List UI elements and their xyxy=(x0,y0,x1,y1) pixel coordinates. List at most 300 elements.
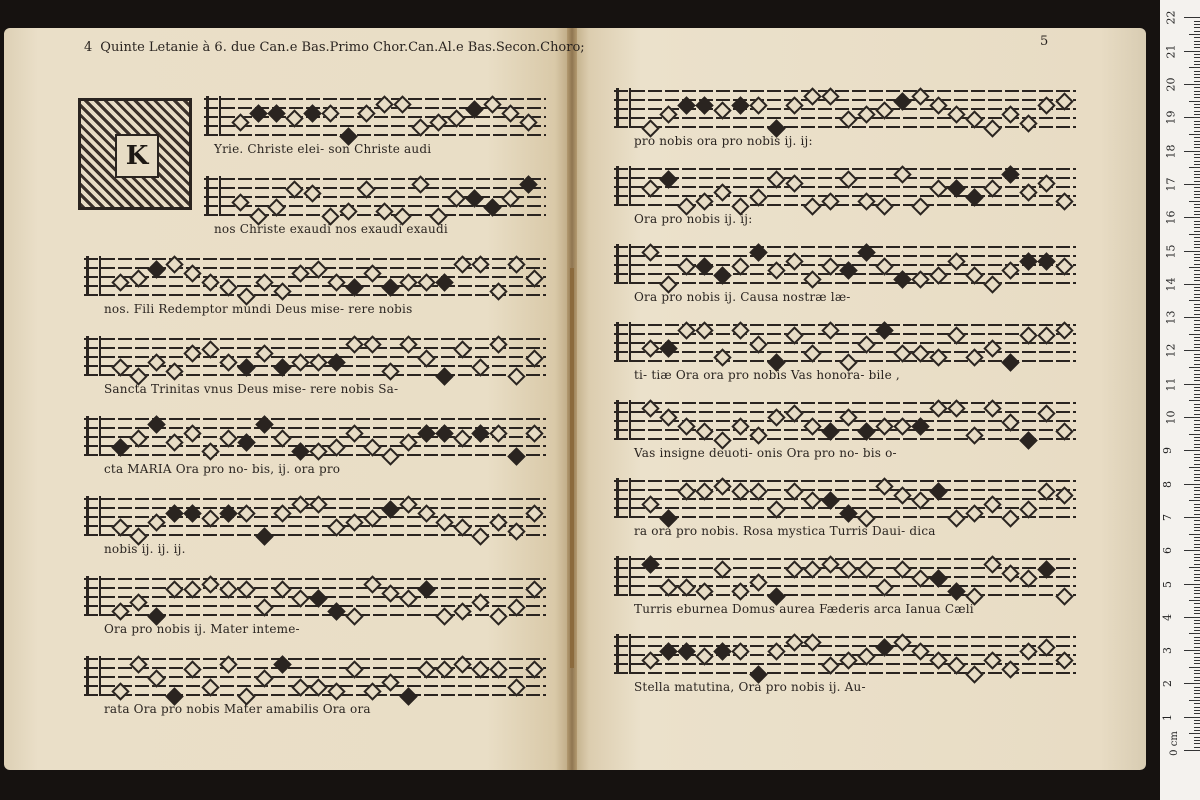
ruler-tick xyxy=(1194,554,1200,555)
note-icon xyxy=(471,527,489,545)
ruler-tick xyxy=(1194,360,1200,361)
ruler-tick xyxy=(1194,74,1200,75)
music-system xyxy=(84,256,546,318)
ruler-tick xyxy=(1194,680,1200,681)
music-staff xyxy=(614,244,1076,284)
ruler-tick xyxy=(1194,314,1200,315)
ruler-tick xyxy=(1189,567,1200,568)
ruler-tick xyxy=(1194,141,1200,142)
music-staff xyxy=(614,88,1076,128)
note-icon xyxy=(345,607,363,625)
ruler-tick xyxy=(1194,97,1200,98)
ruler-label: 1 xyxy=(1161,713,1174,721)
ruler-unit: 0 cm xyxy=(1168,731,1180,756)
ruler-tick xyxy=(1194,560,1200,561)
ruler-tick xyxy=(1194,61,1200,62)
ruler-label: 15 xyxy=(1164,244,1178,258)
ruler-tick xyxy=(1194,520,1200,521)
lyric-line: nos Christe exaudi nos exaudi exaudi xyxy=(214,222,448,236)
ruler-tick xyxy=(1189,201,1200,202)
lyric-line: cta MARIA Ora pro no- bis, ij. ora pro xyxy=(104,462,341,476)
ruler-tick xyxy=(1194,407,1200,408)
note-icon xyxy=(911,197,929,215)
ruler-tick xyxy=(1194,687,1200,688)
music-staff xyxy=(84,416,546,456)
ruler-tick xyxy=(1184,384,1200,385)
ruler-tick xyxy=(1194,454,1200,455)
ruler-tick xyxy=(1184,17,1200,18)
ruler-tick xyxy=(1194,187,1200,188)
ruler-tick xyxy=(1184,51,1200,52)
music-system xyxy=(84,416,546,478)
ruler-tick xyxy=(1194,280,1200,281)
ruler-tick xyxy=(1194,370,1200,371)
ruler-tick xyxy=(1194,657,1200,658)
ruler-tick xyxy=(1194,490,1200,491)
ruler-tick xyxy=(1189,334,1200,335)
note-icon xyxy=(983,275,1001,293)
ruler-tick xyxy=(1194,424,1200,425)
ruler-label: 11 xyxy=(1164,377,1178,392)
ruler-tick xyxy=(1194,514,1200,515)
ruler-tick xyxy=(1194,737,1200,738)
ruler-tick xyxy=(1194,131,1200,132)
ruler-tick xyxy=(1184,450,1200,451)
left-header-text: Quinte Letanie à 6. due Can.e Bas.Primo Chor.Can.Al.e Bas.Secon.Choro; xyxy=(100,40,585,55)
clef-icon xyxy=(616,244,631,284)
music-system xyxy=(614,166,1076,228)
ruler-tick xyxy=(1194,444,1200,445)
music-system xyxy=(614,322,1076,384)
ruler-tick xyxy=(1194,690,1200,691)
ruler-tick xyxy=(1194,241,1200,242)
music-system xyxy=(614,244,1076,306)
lyric-line: rata Ora pro nobis Mater amabilis Ora ora xyxy=(104,702,371,716)
ruler-label: 22 xyxy=(1164,10,1178,25)
ruler-tick xyxy=(1189,700,1200,701)
ruler-tick xyxy=(1194,464,1200,465)
ruler-label: 7 xyxy=(1161,513,1174,521)
clef-icon xyxy=(616,478,631,518)
ruler-tick xyxy=(1194,107,1200,108)
ruler-tick xyxy=(1194,54,1200,55)
ruler-tick xyxy=(1194,627,1200,628)
ruler-tick xyxy=(1194,161,1200,162)
ruler-label: 17 xyxy=(1164,177,1178,192)
ruler-tick xyxy=(1194,640,1200,641)
ruler-label: 21 xyxy=(1164,44,1178,59)
ruler-tick xyxy=(1194,480,1200,481)
music-staff xyxy=(614,400,1076,440)
clef-icon xyxy=(616,88,631,128)
ruler-tick xyxy=(1194,420,1200,421)
ruler-tick xyxy=(1194,603,1200,604)
ruler-tick xyxy=(1194,414,1200,415)
ruler-tick xyxy=(1194,494,1200,495)
ruler-tick xyxy=(1194,357,1200,358)
ruler-label: 19 xyxy=(1164,110,1178,125)
music-system xyxy=(614,634,1076,696)
ruler-tick xyxy=(1194,41,1200,42)
ruler-tick xyxy=(1194,154,1200,155)
note-icon xyxy=(435,367,453,385)
ruler-tick xyxy=(1194,697,1200,698)
ruler-tick xyxy=(1194,254,1200,255)
ruler-tick xyxy=(1194,31,1200,32)
ruler-tick xyxy=(1194,287,1200,288)
ruler-tick xyxy=(1194,94,1200,95)
ruler-tick xyxy=(1194,590,1200,591)
note-icon xyxy=(875,197,893,215)
ruler-tick xyxy=(1194,587,1200,588)
ruler-tick xyxy=(1194,227,1200,228)
ruler-tick xyxy=(1194,530,1200,531)
ruler-tick xyxy=(1184,251,1200,252)
note-icon xyxy=(399,687,417,705)
ruler-tick xyxy=(1194,274,1200,275)
ruler-tick xyxy=(1194,191,1200,192)
ruler-tick xyxy=(1194,344,1200,345)
clef-icon xyxy=(86,576,101,616)
ruler-tick xyxy=(1194,157,1200,158)
ruler-tick xyxy=(1194,27,1200,28)
clef-icon xyxy=(86,656,101,696)
clef-icon xyxy=(616,634,631,674)
clef-icon xyxy=(86,416,101,456)
ruler-tick xyxy=(1184,484,1200,485)
ruler-tick xyxy=(1194,397,1200,398)
note-icon xyxy=(965,665,983,683)
ruler-tick xyxy=(1194,663,1200,664)
ruler-tick xyxy=(1184,550,1200,551)
ruler-tick xyxy=(1194,147,1200,148)
ruler-tick xyxy=(1194,440,1200,441)
note-icon xyxy=(489,607,507,625)
ruler-tick xyxy=(1194,310,1200,311)
music-system xyxy=(204,96,546,158)
lyric-line: Turris eburnea Domus aurea Fæderis arca Ianua Cæli xyxy=(634,602,974,616)
ruler-tick xyxy=(1194,630,1200,631)
music-staff xyxy=(84,576,546,616)
decorated-initial xyxy=(78,98,192,210)
ruler-tick xyxy=(1194,474,1200,475)
ruler-tick xyxy=(1194,44,1200,45)
ruler-tick xyxy=(1194,580,1200,581)
ruler-tick xyxy=(1189,34,1200,35)
ruler-tick xyxy=(1194,610,1200,611)
ruler-tick xyxy=(1194,743,1200,744)
ruler-tick xyxy=(1194,237,1200,238)
ruler-tick xyxy=(1194,37,1200,38)
ruler-tick xyxy=(1194,104,1200,105)
ruler-tick xyxy=(1189,467,1200,468)
ruler-tick xyxy=(1194,307,1200,308)
note-icon xyxy=(1019,431,1037,449)
note-icon xyxy=(381,447,399,465)
music-staff xyxy=(204,96,546,136)
ruler-label: 12 xyxy=(1164,343,1178,358)
ruler-tick xyxy=(1194,174,1200,175)
ruler-tick xyxy=(1194,673,1200,674)
lyric-line: ti- tiæ Ora ora pro nobis Vas honora- bile , xyxy=(634,368,900,382)
ruler-tick xyxy=(1194,470,1200,471)
ruler-tick xyxy=(1194,593,1200,594)
ruler-tick xyxy=(1194,164,1200,165)
ruler-tick xyxy=(1194,457,1200,458)
ruler-tick xyxy=(1194,224,1200,225)
ruler-tick xyxy=(1194,377,1200,378)
music-staff xyxy=(84,256,546,296)
lyric-line: Ora pro nobis ij. ij: xyxy=(634,212,753,226)
music-staff xyxy=(84,496,546,536)
ruler-tick xyxy=(1184,350,1200,351)
ruler-tick xyxy=(1194,121,1200,122)
music-system xyxy=(204,176,546,238)
right-page-number: 5 xyxy=(1040,34,1049,49)
ruler-tick xyxy=(1194,557,1200,558)
ruler-tick xyxy=(1194,597,1200,598)
ruler-label: 5 xyxy=(1161,580,1174,588)
ruler-tick xyxy=(1194,637,1200,638)
ruler-tick xyxy=(1194,607,1200,608)
ruler-tick xyxy=(1194,447,1200,448)
ruler-tick xyxy=(1184,584,1200,585)
ruler-tick xyxy=(1189,367,1200,368)
ruler-tick xyxy=(1194,207,1200,208)
ruler-tick xyxy=(1194,740,1200,741)
music-system xyxy=(614,478,1076,540)
clef-icon xyxy=(616,400,631,440)
ruler-tick xyxy=(1194,24,1200,25)
ruler-label: 14 xyxy=(1164,277,1178,292)
ruler-tick xyxy=(1184,317,1200,318)
ruler-tick xyxy=(1194,507,1200,508)
ruler-tick xyxy=(1184,84,1200,85)
ruler-tick xyxy=(1194,247,1200,248)
music-staff xyxy=(614,634,1076,674)
ruler-tick xyxy=(1194,137,1200,138)
ruler-tick xyxy=(1184,184,1200,185)
ruler-tick xyxy=(1194,197,1200,198)
ruler-tick xyxy=(1189,400,1200,401)
music-staff xyxy=(614,166,1076,206)
ruler-tick xyxy=(1194,257,1200,258)
music-system xyxy=(614,556,1076,618)
ruler-tick xyxy=(1194,387,1200,388)
ruler-tick xyxy=(1194,647,1200,648)
note-icon xyxy=(435,607,453,625)
ruler-tick xyxy=(1194,547,1200,548)
ruler-tick xyxy=(1194,204,1200,205)
ruler-tick xyxy=(1194,114,1200,115)
ruler-tick xyxy=(1194,487,1200,488)
ruler-tick xyxy=(1189,733,1200,734)
lyric-line: Stella matutina, Ora pro nobis ij. Au- xyxy=(634,680,866,694)
music-system xyxy=(84,656,546,718)
ruler-tick xyxy=(1194,364,1200,365)
ruler-tick xyxy=(1194,570,1200,571)
ruler-tick xyxy=(1194,231,1200,232)
music-system xyxy=(84,496,546,558)
ruler-tick xyxy=(1194,693,1200,694)
ruler-tick xyxy=(1194,337,1200,338)
note-icon xyxy=(1001,353,1019,371)
ruler-tick xyxy=(1194,87,1200,88)
ruler-tick xyxy=(1189,667,1200,668)
ruler-tick xyxy=(1194,394,1200,395)
ruler-tick xyxy=(1194,643,1200,644)
ruler-tick xyxy=(1194,380,1200,381)
clef-icon xyxy=(616,322,631,362)
ruler-tick xyxy=(1194,290,1200,291)
music-system xyxy=(614,88,1076,150)
note-icon xyxy=(507,447,525,465)
ruler-tick xyxy=(1194,57,1200,58)
ruler-tick xyxy=(1194,64,1200,65)
ruler-tick xyxy=(1194,653,1200,654)
ruler-tick xyxy=(1194,497,1200,498)
ruler-tick xyxy=(1194,723,1200,724)
ruler-tick xyxy=(1194,194,1200,195)
ruler-tick xyxy=(1194,390,1200,391)
ruler-tick xyxy=(1184,151,1200,152)
ruler-tick xyxy=(1194,340,1200,341)
clef-icon xyxy=(616,556,631,596)
lyric-line: nobis ij. ij. ij. xyxy=(104,542,186,556)
ruler-tick xyxy=(1194,713,1200,714)
ruler-tick xyxy=(1184,217,1200,218)
ruler-tick xyxy=(1194,437,1200,438)
ruler-tick xyxy=(1184,683,1200,684)
ruler-tick xyxy=(1194,320,1200,321)
lyric-line: nos. Fili Redemptor mundi Deus mise- rere nobis xyxy=(104,302,413,316)
measurement-ruler xyxy=(1160,0,1200,800)
ruler-tick xyxy=(1194,324,1200,325)
ruler-tick xyxy=(1194,660,1200,661)
ruler-tick xyxy=(1194,354,1200,355)
note-icon xyxy=(1055,587,1073,605)
ruler-tick xyxy=(1194,727,1200,728)
ruler-tick xyxy=(1189,67,1200,68)
ruler-tick xyxy=(1194,677,1200,678)
ruler-label: 4 xyxy=(1161,613,1174,621)
ruler-label: 16 xyxy=(1164,210,1178,225)
ruler-tick xyxy=(1194,710,1200,711)
binding-thread xyxy=(570,268,574,668)
ruler-label: 2 xyxy=(1161,680,1174,688)
lyric-line: ra ora pro nobis. Rosa mystica Turris Daui- dica xyxy=(634,524,936,538)
ruler-tick xyxy=(1194,510,1200,511)
music-staff xyxy=(614,322,1076,362)
music-system xyxy=(84,336,546,398)
ruler-label: 6 xyxy=(1161,547,1174,555)
ruler-label: 10 xyxy=(1164,410,1178,425)
clef-icon xyxy=(86,496,101,536)
ruler-tick xyxy=(1194,21,1200,22)
ruler-tick xyxy=(1194,477,1200,478)
note-icon xyxy=(507,367,525,385)
ruler-tick xyxy=(1189,434,1200,435)
ruler-tick xyxy=(1189,101,1200,102)
ruler-tick xyxy=(1194,670,1200,671)
initial-letter: K xyxy=(125,141,149,171)
ruler-tick xyxy=(1194,374,1200,375)
ruler-tick xyxy=(1184,717,1200,718)
ruler-label: 8 xyxy=(1161,480,1174,488)
music-system xyxy=(614,400,1076,462)
ruler-tick xyxy=(1194,347,1200,348)
ruler-tick xyxy=(1194,460,1200,461)
ruler-tick xyxy=(1194,623,1200,624)
lyric-line: Ora pro nobis ij. Causa nostræ læ- xyxy=(634,290,851,304)
ruler-tick xyxy=(1189,300,1200,301)
ruler-tick xyxy=(1194,124,1200,125)
ruler-tick xyxy=(1184,517,1200,518)
ruler-tick xyxy=(1194,277,1200,278)
note-icon xyxy=(983,119,1001,137)
ruler-tick xyxy=(1194,111,1200,112)
left-page-number: 4 xyxy=(84,40,93,55)
left-page-header xyxy=(84,40,585,55)
ruler-tick xyxy=(1194,211,1200,212)
music-system xyxy=(84,576,546,638)
ruler-tick xyxy=(1194,720,1200,721)
ruler-tick xyxy=(1194,81,1200,82)
ruler-tick xyxy=(1194,504,1200,505)
note-icon xyxy=(947,509,965,527)
clef-icon xyxy=(86,256,101,296)
lyric-line: Yrie. Christe elei- son Christe audi xyxy=(214,142,432,156)
ruler-label: 18 xyxy=(1164,144,1178,159)
ruler-tick xyxy=(1194,537,1200,538)
ruler-tick xyxy=(1194,430,1200,431)
ruler-tick xyxy=(1184,617,1200,618)
ruler-tick xyxy=(1194,703,1200,704)
clef-icon xyxy=(616,166,631,206)
ruler-tick xyxy=(1194,707,1200,708)
ruler-tick xyxy=(1184,117,1200,118)
lyric-line: pro nobis ora pro nobis ij. ij: xyxy=(634,134,813,148)
ruler-tick xyxy=(1189,534,1200,535)
ruler-tick xyxy=(1194,527,1200,528)
lyric-line: Vas insigne deuoti- onis Ora pro no- bis o- xyxy=(634,446,897,460)
note-icon xyxy=(255,527,273,545)
ruler-tick xyxy=(1194,47,1200,48)
ruler-tick xyxy=(1194,260,1200,261)
note-icon xyxy=(1001,509,1019,527)
ruler-tick xyxy=(1194,327,1200,328)
ruler-tick xyxy=(1184,750,1200,751)
ruler-tick xyxy=(1194,91,1200,92)
ruler-tick xyxy=(1189,167,1200,168)
ruler-tick xyxy=(1194,127,1200,128)
ruler-tick xyxy=(1194,613,1200,614)
ruler-tick xyxy=(1194,297,1200,298)
ruler-tick xyxy=(1194,540,1200,541)
ruler-tick xyxy=(1194,564,1200,565)
ruler-tick xyxy=(1194,427,1200,428)
ruler-label: 9 xyxy=(1161,447,1174,455)
ruler-tick xyxy=(1194,214,1200,215)
ruler-tick xyxy=(1194,330,1200,331)
ruler-tick xyxy=(1194,270,1200,271)
ruler-tick xyxy=(1184,650,1200,651)
music-staff xyxy=(84,336,546,376)
ruler-tick xyxy=(1194,404,1200,405)
clef-icon xyxy=(206,96,221,136)
ruler-tick xyxy=(1194,524,1200,525)
ruler-tick xyxy=(1194,244,1200,245)
